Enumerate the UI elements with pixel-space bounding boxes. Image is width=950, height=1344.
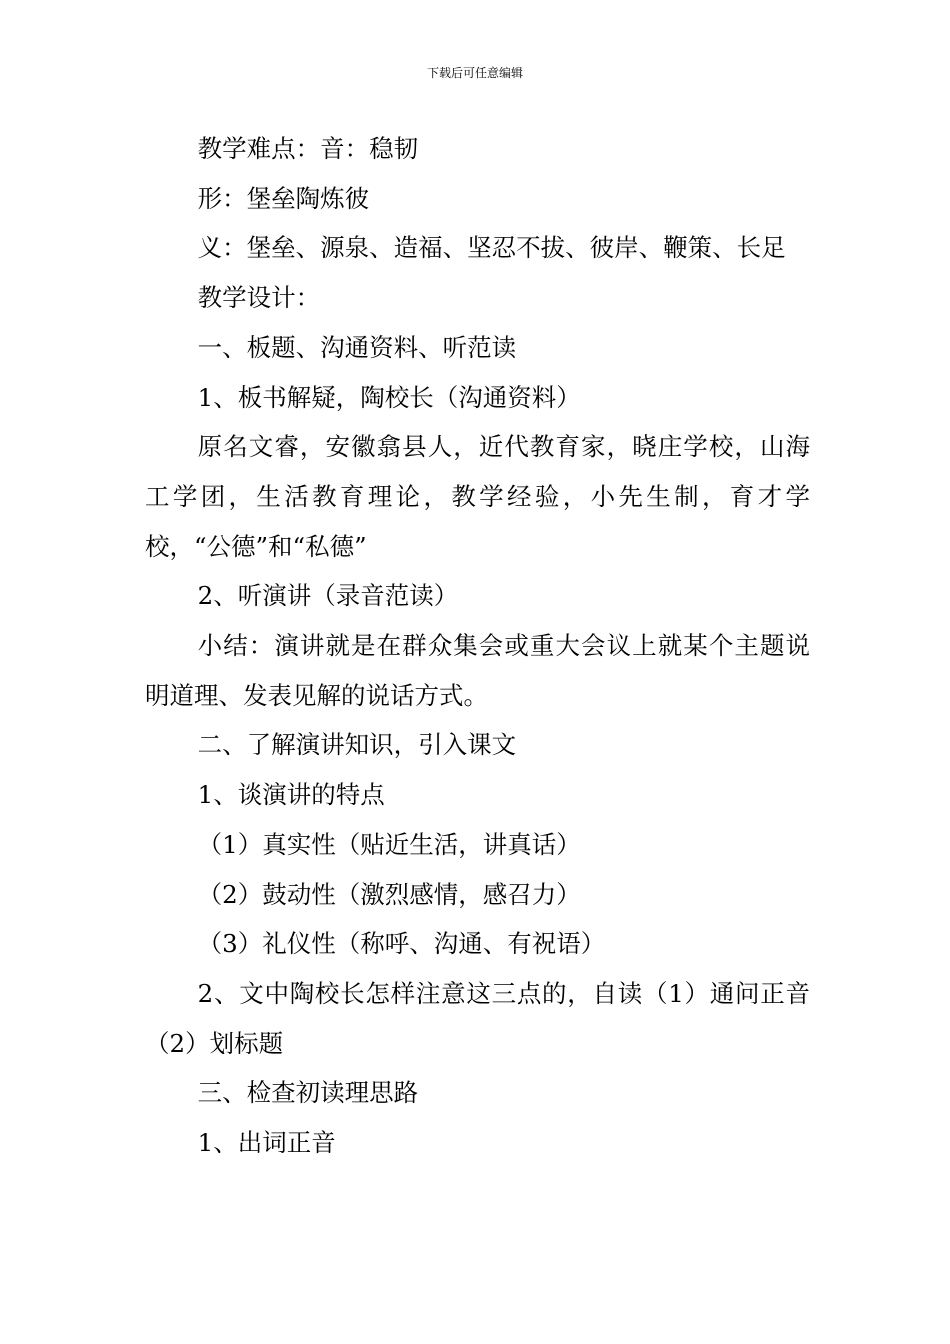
paragraph: 教学难点：音：稳韧 [197, 134, 419, 163]
paragraph: 形：堡垒陶炼彼 [197, 183, 370, 213]
paragraph: 2、听演讲（录音范读） [197, 581, 459, 611]
paragraph: （2）鼓动性（激烈感情，感召力） [197, 879, 581, 909]
paragraph: 义：堡垒、源泉、造福、坚忍不拔、彼岸、鞭策、长足 [197, 233, 786, 263]
paragraph: （1）真实性（贴近生活，讲真话） [197, 829, 581, 859]
paragraph: 小结：演讲就是在群众集会或重大会议上就某个主题说明道理、发表见解的说话方式。 [145, 631, 810, 710]
paragraph: 1、出词正音 [197, 1128, 336, 1158]
paragraph: （3）礼仪性（称呼、沟通、有祝语） [197, 929, 606, 959]
document-body [145, 124, 810, 1168]
paragraph: 教学设计： [197, 283, 321, 313]
page-header: 下载后可任意编辑 [426, 66, 523, 80]
paragraph: 原名文睿，安徽翕县人，近代教育家，晓庄学校，山海工学团，生活教育理论，教学经验，小先生制，育才学校，“公德”和“私德” [145, 432, 810, 561]
paragraph: 2、文中陶校长怎样注意这三点的，自读（1）通问正音（2）划标题 [145, 978, 810, 1058]
paragraph: 二、了解演讲知识，引入课文 [197, 730, 517, 760]
paragraph: 三、检查初读理思路 [197, 1078, 419, 1108]
paragraph: 一、板题、沟通资料、听范读 [197, 332, 517, 362]
paragraph: 1、板书解疑，陶校长（沟通资料） [197, 382, 581, 412]
paragraph: 1、谈演讲的特点 [197, 780, 385, 810]
